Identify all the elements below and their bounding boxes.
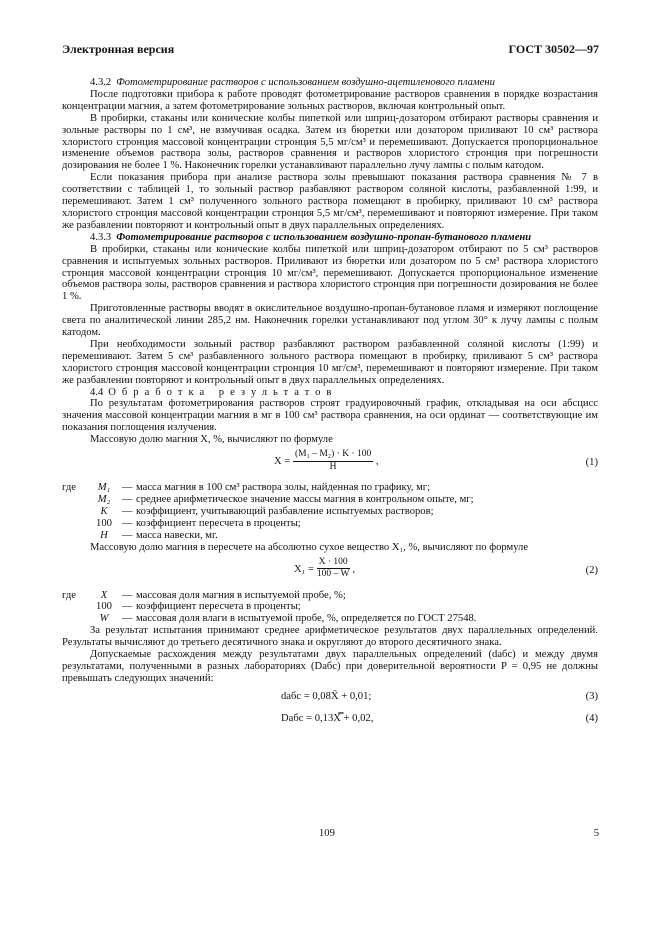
definitions-list-1 <box>62 482 474 542</box>
section-heading-4-3-2: 4.3.2 Фотометрирование растворов с использованием воздушно-ацетиленового пламени <box>90 77 495 88</box>
paragraph: В пробирки, стаканы или конические колбы пипеткой или шприц-дозатором отбирают по 5 см³ растворов сравнения и испытуемых зольных растворов. Приливают из бюретки или дозатором по 5 см³ раствора хлористого стронция массовой концентрации стронция 10 мг/см³, перемешивают. Допускается пропорциональное изменение объемов раствора золы, растворов сравнения и раствора хлористого стронция при погрешности дозирования не более 1 %. <box>62 243 598 303</box>
definition-row: где X — массовая доля магния в испытуемой пробе, %; <box>62 589 346 601</box>
header-left: Электронная версия <box>62 42 175 56</box>
formula-3: dабс = 0,08X̄ + 0,01; (3) <box>281 690 598 702</box>
definition-row: H — масса навески, мг. <box>100 529 218 541</box>
definition-row: 100 — коэффициент пересчета в проценты; <box>96 601 301 613</box>
section-heading-4-4: 4.4 Обработка результатов <box>90 386 338 398</box>
section-heading-4-3-3: 4.3.3 Фотометрирование растворов с использованием воздушно-пропан-бутанового пламени <box>90 231 532 243</box>
definition-row: где M₁ — масса магния в 100 см³ раствора золы, найденная по графику, мг; <box>62 482 431 494</box>
definition-row: K — коэффициент, учитывающий разбавление испытуемых растворов; <box>100 505 434 517</box>
formula-number: (1) <box>585 457 598 469</box>
page-number-right: 5 <box>593 828 599 839</box>
paragraph: В пробирки, стаканы или конические колбы пипеткой или шприц-дозатором отбирают растворы сравнения и зольные растворы по 1 см³, не взмучивая осадка. Затем из бюретки или дозатором приливают 10 см³ раствора хлористого стронция массовой концентрации стронция 5,5 мг/см³ и перемешивают. Допускается пропорциональное изменение объемов раствора золы, растворов сравнения и растворов хлористого стронция при погрешности дозирования не более 1 %. Наконечник горелки устанавливают параллельно лучу лампы с полым катодом. <box>62 112 598 172</box>
paragraph: За результат испытания принимают среднее арифметическое результатов двух параллельных определений. Результаты вычисляют до третьего десятичного знака и округляют до второго десятичного знака. <box>62 625 598 649</box>
paragraph: При необходимости зольный раствор разбавляют раствором разбавленной соляной кислоты (1:99) и перемешивают. Затем 5 см³ разбавленного зольного раствора помещают в пробирку, приливают 5 см³ раствора хлористого стронция массовой концентрации стронция 10 мг/см³, перемешивают и повторяют измерение. При таком же разбавлении повторяют и контрольный опыт в двух параллельных определениях. <box>62 338 598 386</box>
formula-number: (2) <box>585 564 598 576</box>
formula-1: X = $\frac{\text{(M₁ – M₂) · K · 100}}{H}$ , (1) <box>274 449 598 472</box>
paragraph: По результатам фотометрирования растворов строят градуировочный график, откладывая на оси абсцисс значения массовой концентрации магния в мг в 100 см³ раствора сравнения, на оси ординат — соответствующие им показания поглощения излучения. <box>62 398 598 434</box>
paragraph: После подготовки прибора к работе проводят фотометрирование растворов сравнения в порядке возрастания концентрации магния, а затем фотометрирование зольных растворов, включая контрольный опыт. <box>62 88 598 112</box>
header-right: ГОСТ 30502—97 <box>508 42 599 56</box>
page-number-center: 109 <box>319 828 335 839</box>
formula-4: Dабс = 0,13X̿ + 0,02, (4) <box>281 712 598 724</box>
definition-row: M₂ — среднее арифметическое значение массы магния в контрольном опыте, мг; <box>97 494 474 505</box>
definitions-list-2 <box>62 590 476 626</box>
formula-number: (3) <box>585 690 598 702</box>
paragraph: Массовую долю магния в пересчете на абсолютно сухое вещество X₁, %, вычисляют по формуле <box>90 541 529 553</box>
definition-row: W — массовая доля влаги в испытуемой пробе, %, определяется по ГОСТ 27548. <box>99 613 477 625</box>
paragraph: Если показания прибора при анализе раствора золы превышают показания раствора сравнения № 7 в соответствии с таблицей 1, то зольный раствор разбавляют раствором соляной кислоты, разбавленной 1:99, и перемешивают. Затем 1 см³ полученного зольного раствора помещают в пробирку, приливают 10 см³ раствора хлористого стронция массовой концентрации стронция 5,5 мг/см³, перемешивают и повторяют измерение. При таком же разбавлении повторяют и контрольный опыт в двух параллельных определениях. <box>62 172 598 231</box>
formula-2: X₁ = $\frac{X \cdot 100}{100 - W}$ , (2) <box>294 556 598 580</box>
formula-number: (4) <box>585 712 598 724</box>
definition-row: 100 — коэффициент пересчета в проценты; <box>96 517 301 529</box>
paragraph: Массовую долю магния X, %, вычисляют по формуле <box>90 434 333 446</box>
document-body <box>62 77 598 727</box>
paragraph: Приготовленные растворы вводят в окислительное воздушно-пропан-бутановое пламя и измеряют поглощение света по аналитической линии 285,2 нм. Наконечник горелки устанавливают под углом 30° к лучу лампы с полым катодом. <box>62 303 598 339</box>
paragraph: Допускаемые расхождения между результатами двух параллельных определений (dабс) и между двумя результатами, полученными в разных лабораториях (Dабс) при доверительной вероятности P = 0,95 не должны превышать следующих значений: <box>62 649 598 684</box>
